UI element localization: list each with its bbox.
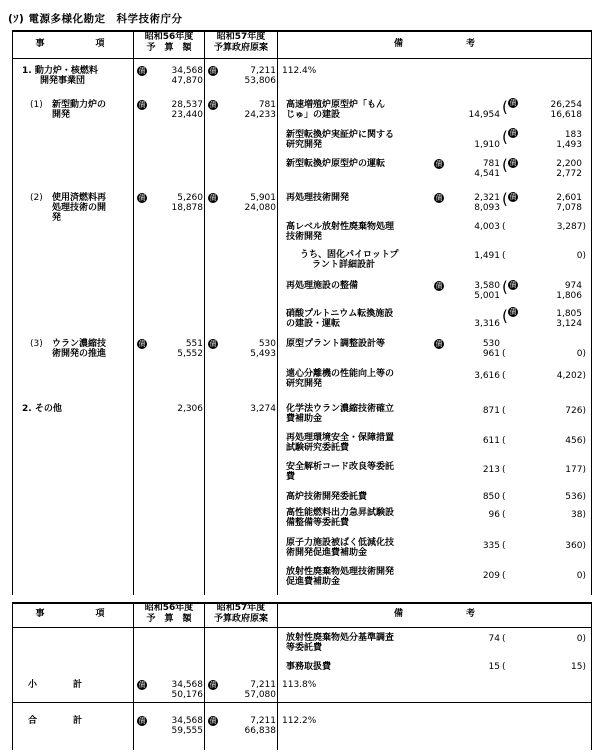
debt-mark: 債 <box>209 101 217 109</box>
debt-mark: 債 <box>209 681 217 689</box>
row1-a57b: 53,806 <box>244 76 276 86</box>
debt-mark: 債 <box>509 129 517 137</box>
row2-a57: 3,274 <box>250 404 276 414</box>
row1-a56a: 34,568 <box>171 66 203 76</box>
note10-c1: 4,202) <box>556 371 586 381</box>
debt-mark: 債 <box>138 67 146 75</box>
note7-l1: 再処理施設の整備 <box>286 281 359 291</box>
debt-mark: 債 <box>209 194 217 202</box>
debt-mark: 債 <box>509 159 517 167</box>
note2-c1: 183 <box>564 130 582 140</box>
row1-label2: 開発事業団 <box>40 76 86 86</box>
note12-c1: 456) <box>565 436 586 446</box>
note10-l2: 研究開発 <box>286 379 323 389</box>
note7-p1: 3,580 <box>474 281 500 291</box>
total-label: 合 計 <box>28 716 83 726</box>
debt-mark: 債 <box>209 67 217 75</box>
note13-c1: 177) <box>565 465 586 475</box>
row1-3-a57a: 530 <box>258 339 276 349</box>
note12-p1: 611 <box>482 436 500 446</box>
note4-p2: 8,093 <box>474 203 500 213</box>
total-a56a: 34,568 <box>171 716 203 726</box>
note14-l1: 高炉技術開発委託費 <box>286 492 368 502</box>
row2-label: 2. その他 <box>22 404 62 414</box>
row1-2-label1: 使用済燃料再 <box>52 193 107 203</box>
debt-mark: 債 <box>435 340 443 348</box>
note1-c2: 16,618 <box>550 110 582 120</box>
debt-mark: 債 <box>209 717 217 725</box>
note18-l1: 放射性廃棄物処分基準調査 <box>286 633 395 643</box>
row1-2-label3: 発 <box>52 213 62 223</box>
note9-l1: 原型プラント調整設計等 <box>286 339 386 349</box>
debt-mark: 債 <box>509 99 517 107</box>
note6-c1: 0) <box>576 251 586 261</box>
note15-p1: 96 <box>488 510 500 520</box>
note7-c2: 1,806 <box>556 291 582 301</box>
row1-pct: 112.4% <box>282 66 317 76</box>
debt-mark: 債 <box>138 101 146 109</box>
note14-c1: 536) <box>565 492 586 502</box>
subtotal-label: 小 計 <box>28 680 83 690</box>
total-a57a: 7,211 <box>250 716 276 726</box>
header-biko: 備 考 <box>393 39 475 49</box>
note16-l2: 術開発促進費補助金 <box>286 548 368 558</box>
header-y57-l1: 昭和57年度 <box>216 32 266 42</box>
note2-l1: 新型転換炉実証炉に関する <box>286 130 395 140</box>
debt-mark: 債 <box>138 340 146 348</box>
note8-l2: の建設・運転 <box>286 319 341 329</box>
subtotal-a57b: 57,080 <box>244 690 276 700</box>
note10-p1: 3,616 <box>474 371 500 381</box>
row1-2-a57a: 5,901 <box>250 193 276 203</box>
header-jiko: 事 項 <box>35 39 111 49</box>
debt-mark: 債 <box>138 681 146 689</box>
note3-p2: 4,541 <box>474 169 500 179</box>
row1-2-a57b: 24,080 <box>244 203 276 213</box>
note16-c1: 360) <box>565 541 586 551</box>
row1-1-a57a: 781 <box>258 100 276 110</box>
row1-1-label2: 開発 <box>52 110 71 120</box>
note4-c2: 7,078 <box>556 203 582 213</box>
row1-1-a56b: 23,440 <box>171 110 203 120</box>
debt-mark: 債 <box>509 281 517 289</box>
header-y57-l2: 予算政府原案 <box>213 43 268 53</box>
note3-p1: 781 <box>482 159 500 169</box>
header-biko-2: 備 考 <box>393 609 475 619</box>
note19-c1: 15) <box>571 662 586 672</box>
note15-l1: 高性能燃料出力急昇試験設 <box>286 508 395 518</box>
note13-p1: 213 <box>482 465 500 475</box>
header-y57-l2-2: 予算政府原案 <box>213 614 268 624</box>
total-a56b: 59,555 <box>171 726 203 736</box>
note12-l1: 再処理環境安全・保障措置 <box>286 433 395 443</box>
row1-2-label2: 処理技術の開 <box>52 203 107 213</box>
debt-mark: 債 <box>435 160 443 168</box>
note17-c1: 0) <box>576 571 586 581</box>
note2-l2: 研究開発 <box>286 140 323 150</box>
note15-l2: 備整備等委託費 <box>286 518 350 528</box>
note11-c1: 726) <box>565 406 586 416</box>
note8-prev: 3,316 <box>474 319 500 329</box>
note16-l1: 原子力施設被ばく低減化技 <box>286 538 395 548</box>
debt-mark: 債 <box>435 194 443 202</box>
note11-l2: 費補助金 <box>286 414 323 424</box>
row1-1-a56a: 28,537 <box>171 100 203 110</box>
subtotal-pct: 113.8% <box>282 680 317 690</box>
row2-a56: 2,306 <box>177 404 203 414</box>
note1-l1: 高速増殖炉原型炉「もん <box>286 100 386 110</box>
debt-mark: 債 <box>435 282 443 290</box>
row1-2-a56b: 18,878 <box>171 203 203 213</box>
note5-c1: 3,287) <box>556 222 586 232</box>
note5-l1: 高レベル放射性廃棄物処理 <box>286 222 395 232</box>
note10-l1: 遠心分離機の性能向上等の <box>286 369 395 379</box>
note11-p1: 871 <box>482 406 500 416</box>
header-y56-l1-2: 昭和56年度 <box>144 603 194 613</box>
row1-2-num: (2) <box>30 193 43 203</box>
note17-l1: 放射性廃棄物処理技術開発 <box>286 567 395 577</box>
note13-l1: 安全解析コード改良等委託 <box>286 462 395 472</box>
note19-p1: 15 <box>488 662 500 672</box>
note1-l2: じゅ」の建設 <box>286 110 341 120</box>
note14-p1: 850 <box>482 492 500 502</box>
subtotal-a56b: 50,176 <box>171 690 203 700</box>
total-pct: 112.2% <box>282 716 317 726</box>
note13-l2: 費 <box>286 472 296 482</box>
note8-c2: 3,124 <box>556 319 582 329</box>
note2-c2: 1,493 <box>556 140 582 150</box>
note9-c2: 0) <box>576 349 586 359</box>
note2-prev: 1,910 <box>474 140 500 150</box>
note6-l2: ラント詳細設計 <box>312 260 376 270</box>
row1-1-a57b: 24,233 <box>244 110 276 120</box>
note11-l1: 化学法ウラン濃縮技術確立 <box>286 404 395 414</box>
row1-3-a57b: 5,493 <box>250 349 276 359</box>
header-y56-l1: 昭和56年度 <box>144 32 194 42</box>
header-y56-l2: 予 算 額 <box>146 43 192 53</box>
row1-1-num: (1) <box>30 100 43 110</box>
note8-l1: 硝酸プルトニウム転換施設 <box>286 309 394 319</box>
note18-c1: 0) <box>576 634 586 644</box>
note6-p1: 1,491 <box>474 251 500 261</box>
row1-3-label2: 術開発の推進 <box>52 349 107 359</box>
subtotal-a57a: 7,211 <box>250 680 276 690</box>
debt-mark: 債 <box>138 194 146 202</box>
header-jiko-2: 事 項 <box>35 609 111 619</box>
subtotal-a56a: 34,568 <box>171 680 203 690</box>
page-title: (ｿ) 電源多様化勘定 科学技術庁分 <box>8 13 183 25</box>
row1-a57a: 7,211 <box>250 66 276 76</box>
debt-mark: 債 <box>209 340 217 348</box>
note18-p1: 74 <box>488 634 500 644</box>
row1-2-a56a: 5,260 <box>177 193 203 203</box>
note17-p1: 209 <box>482 571 500 581</box>
note9-p2: 961 <box>482 349 500 359</box>
note4-c1: 2,601 <box>556 193 582 203</box>
note4-l1: 再処理技術開発 <box>286 193 350 203</box>
debt-mark: 債 <box>509 308 517 316</box>
row1-3-label1: ウラン濃縮技 <box>52 339 107 349</box>
note3-c1: 2,200 <box>556 159 582 169</box>
row1-a56b: 47,870 <box>171 76 203 86</box>
note17-l2: 促進費補助金 <box>286 577 341 587</box>
note5-l2: 技術開発 <box>286 232 323 242</box>
note6-l1: うち、固化パイロットプ <box>300 250 399 260</box>
debt-mark: 債 <box>138 717 146 725</box>
row1-3-num: (3) <box>30 339 43 349</box>
note7-c1: 974 <box>564 281 582 291</box>
row1-1-label1: 新型動力炉の <box>52 100 107 110</box>
note1-prev: 14,954 <box>468 110 500 120</box>
note4-p1: 2,321 <box>474 193 500 203</box>
total-a57b: 66,838 <box>244 726 276 736</box>
note5-p1: 4,003 <box>474 222 500 232</box>
note3-l1: 新型転換炉原型炉の運転 <box>286 159 386 169</box>
debt-mark: 債 <box>509 193 517 201</box>
row1-label1: 1. 動力炉・核燃料 <box>22 66 98 76</box>
header-y57-l1-2: 昭和57年度 <box>216 603 266 613</box>
header-y56-l2-2: 予 算 額 <box>146 614 192 624</box>
note15-c1: 38) <box>571 510 586 520</box>
note8-c1: 1,805 <box>556 309 582 319</box>
note18-l2: 等委託費 <box>286 643 323 653</box>
note16-p1: 335 <box>482 541 500 551</box>
row1-3-a56a: 551 <box>185 339 203 349</box>
note1-c1: 26,254 <box>550 100 582 110</box>
note7-p2: 5,001 <box>474 291 500 301</box>
note12-l2: 試験研究委託費 <box>286 443 350 453</box>
note19-l1: 事務取扱費 <box>286 662 332 672</box>
note9-p1: 530 <box>482 339 500 349</box>
row1-3-a56b: 5,552 <box>177 349 203 359</box>
note3-c2: 2,772 <box>556 169 582 179</box>
